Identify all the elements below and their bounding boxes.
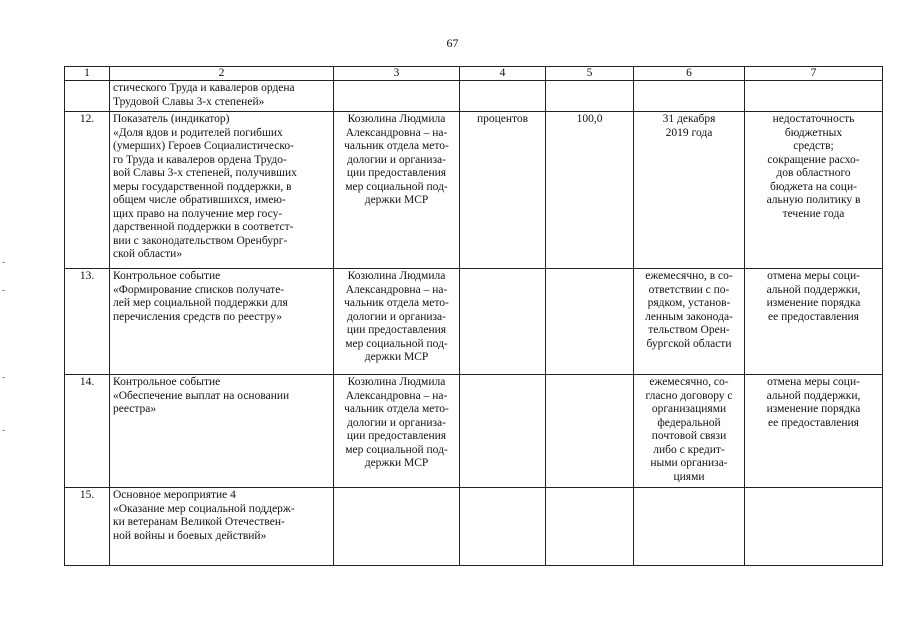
cell-text-line: дологии и организа-: [347, 153, 446, 166]
cell-text-line: бургской области: [646, 337, 732, 350]
cell-text-line: дов областного: [776, 167, 851, 179]
cell-text-line: Козюлина Людмила: [347, 113, 446, 125]
unit-cell: [460, 488, 546, 566]
measure-name-cell: [110, 81, 334, 112]
cell-text-line: бюджета на соци-: [770, 180, 857, 193]
cell-text-line: 31 декабря: [662, 113, 716, 125]
deadline-cell: [634, 81, 745, 112]
row-number-cell: 15.: [65, 488, 110, 566]
cell-text-line: ской области»: [113, 248, 183, 260]
column-number: 5: [546, 67, 634, 81]
scan-margin-mark: [2, 430, 5, 431]
cell-text-line: чальник отдела мето-: [344, 403, 449, 415]
column-number-row: [65, 67, 883, 81]
cell-text-line: (умерших) Героев Социалистическо-: [113, 140, 294, 152]
scan-margin-mark: [2, 262, 5, 263]
cell-text-line: «Доля вдов и родителей погибших: [113, 126, 283, 139]
cell-text-line: держки МСР: [364, 457, 429, 469]
cell-text-line: сокращение расхо-: [767, 153, 860, 166]
table-row: [65, 488, 883, 566]
cell-text-line: мер социальной под-: [345, 180, 448, 193]
risk-cell: [745, 81, 883, 112]
cell-text-line: общем числе обратившихся, имею-: [113, 194, 286, 206]
column-number: 6: [634, 67, 745, 81]
cell-text-line: ции предоставления: [346, 324, 447, 336]
column-number: 2: [110, 67, 334, 81]
column-number: 7: [745, 67, 883, 81]
cell-text-line: Козюлина Людмила: [347, 270, 446, 282]
row-number-cell: 14.: [65, 375, 110, 488]
cell-text-line: реестра»: [113, 403, 157, 415]
cell-text-line: Александровна – на-: [345, 389, 448, 402]
cell-text-line: бюджетных: [784, 126, 843, 139]
cell-text-line: тельством Орен-: [648, 324, 730, 336]
row-number-cell: 13.: [65, 269, 110, 375]
cell-text-line: недостаточность: [772, 113, 855, 125]
program-measures-table: [64, 66, 883, 566]
unit-cell: процентов: [460, 112, 546, 269]
target-value-cell: [546, 81, 634, 112]
scan-margin-mark: [2, 377, 5, 378]
responsible-person-cell: [334, 112, 460, 269]
cell-text-line: ными организа-: [650, 457, 728, 469]
column-number: 4: [460, 67, 546, 81]
cell-text-line: дологии и организа-: [347, 416, 446, 429]
cell-text-line: изменение порядка: [766, 403, 861, 415]
table-row: [65, 112, 883, 269]
cell-text-line: дологии и организа-: [347, 310, 446, 323]
unit-cell: [460, 269, 546, 375]
risk-cell: [745, 375, 883, 488]
cell-text-line: изменение порядка: [766, 297, 861, 309]
column-number: 3: [334, 67, 460, 81]
risk-cell: [745, 112, 883, 269]
cell-text-line: лей мер социальной поддержки для: [113, 297, 288, 309]
deadline-cell: [634, 375, 745, 488]
cell-text-line: чальник отдела мето-: [344, 140, 449, 152]
deadline-cell: [634, 488, 745, 566]
cell-text-line: 2019 года: [665, 126, 713, 139]
cell-text-line: почтовой связи: [651, 430, 727, 442]
cell-text-line: «Обеспечение выплат на основании: [113, 389, 290, 402]
cell-text-line: Александровна – на-: [345, 283, 448, 296]
cell-text-line: гласно договору с: [645, 389, 733, 402]
cell-text-line: рядком, установ-: [647, 297, 731, 309]
target-value-cell: 100,0: [546, 112, 634, 269]
cell-text-line: Трудовой Славы 3-х степеней»: [113, 95, 265, 108]
cell-text-line: отмена меры соци-: [767, 270, 860, 282]
deadline-cell: [634, 112, 745, 269]
risk-cell: [745, 488, 883, 566]
cell-text-line: альной поддержки,: [766, 389, 861, 402]
cell-text-line: ленным законода-: [645, 310, 733, 323]
measure-name-cell: [110, 269, 334, 375]
cell-text-line: федеральной: [657, 416, 721, 429]
cell-text-line: Козюлина Людмила: [347, 376, 446, 388]
table-row: [65, 375, 883, 488]
cell-text-line: ции предоставления: [346, 167, 447, 179]
measure-name-cell: [110, 488, 334, 566]
risk-cell: [745, 269, 883, 375]
cell-text-line: ежемесячно, в со-: [645, 270, 733, 282]
cell-text-line: организациями: [651, 403, 727, 415]
cell-text-line: циями: [673, 470, 705, 483]
cell-text-line: ответствии с по-: [648, 283, 730, 296]
cell-text-line: Контрольное событие: [113, 270, 221, 282]
cell-text-line: альную политику в: [766, 194, 861, 206]
unit-cell: [460, 81, 546, 112]
cell-text-line: ки ветеранам Великой Отечествен-: [113, 516, 285, 528]
cell-text-line: течение года: [782, 207, 845, 220]
cell-text-line: отмена меры соци-: [767, 376, 860, 388]
cell-text-line: либо с кредит-: [653, 443, 725, 456]
cell-text-line: Контрольное событие: [113, 376, 221, 388]
cell-text-line: щих право на получение мер госу-: [113, 207, 283, 220]
target-value-cell: [546, 488, 634, 566]
cell-text-line: вии с законодательством Оренбург-: [113, 234, 288, 247]
deadline-cell: [634, 269, 745, 375]
responsible-person-cell: [334, 81, 460, 112]
page-number: 67: [446, 36, 459, 50]
target-value-cell: [546, 375, 634, 488]
cell-text-line: меры государственной поддержки, в: [113, 180, 292, 193]
cell-text-line: чальник отдела мето-: [344, 297, 449, 309]
responsible-person-cell: [334, 375, 460, 488]
cell-text-line: стического Труда и кавалеров ордена: [113, 82, 295, 94]
column-number: 1: [65, 67, 110, 81]
table-row: [65, 269, 883, 375]
cell-text-line: Александровна – на-: [345, 126, 448, 139]
measure-name-cell: [110, 375, 334, 488]
cell-text-line: Основное мероприятие 4: [113, 489, 236, 501]
responsible-person-cell: [334, 488, 460, 566]
cell-text-line: вой Славы 3-х степеней, получивших: [113, 167, 297, 179]
cell-text-line: перечисления средств по реестру»: [113, 310, 282, 323]
cell-text-line: го Труда и кавалеров ордена Трудо-: [113, 153, 287, 166]
measure-name-cell: [110, 112, 334, 269]
cell-text-line: мер социальной под-: [345, 443, 448, 456]
responsible-person-cell: [334, 269, 460, 375]
cell-text-line: альной поддержки,: [766, 283, 861, 296]
cell-text-line: дарственной поддержки в соответст-: [113, 221, 294, 233]
cell-text-line: ее предоставления: [768, 416, 859, 429]
cell-text-line: ной войны и боевых действий»: [113, 529, 267, 542]
cell-text-line: ее предоставления: [768, 310, 859, 323]
table-row: [65, 81, 883, 112]
row-number-cell: [65, 81, 110, 112]
row-number-cell: 12.: [65, 112, 110, 269]
unit-cell: [460, 375, 546, 488]
cell-text-line: мер социальной под-: [345, 337, 448, 350]
cell-text-line: средств;: [793, 140, 834, 152]
cell-text-line: «Оказание мер социальной поддерж-: [113, 502, 295, 515]
target-value-cell: [546, 269, 634, 375]
cell-text-line: ции предоставления: [346, 430, 447, 442]
cell-text-line: держки МСР: [364, 194, 429, 206]
cell-text-line: ежемесячно, со-: [649, 376, 729, 388]
cell-text-line: Показатель (индикатор): [113, 113, 230, 125]
cell-text-line: держки МСР: [364, 351, 429, 363]
cell-text-line: «Формирование списков получате-: [113, 283, 285, 296]
scan-margin-mark: [2, 290, 5, 291]
